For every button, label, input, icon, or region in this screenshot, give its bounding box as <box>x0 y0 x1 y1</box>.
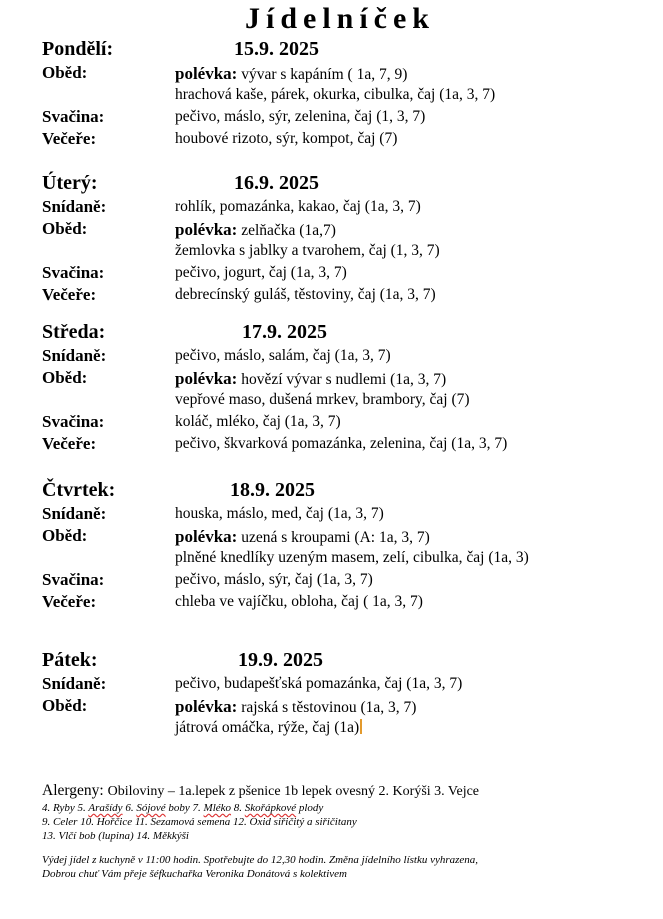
meal-text: žemlovka s jablky a tvarohem, čaj (1, 3, 7) <box>175 242 440 259</box>
meal-row <box>42 525 642 547</box>
meal-text: hrachová kaše, párek, okurka, cibulka, čaj (1a, 3, 7) <box>175 86 496 103</box>
soup-prefix: polévka: <box>175 697 238 716</box>
day-header <box>42 649 642 673</box>
allergen-text: 4. Ryby 5. <box>42 802 89 814</box>
meal-value <box>175 527 430 547</box>
meal-label: Svačina: <box>42 412 105 431</box>
allergen-line-4: 13. Vlčí bob (lupina) 14. Měkkýši <box>42 830 189 842</box>
day-date: 15.9. 2025 <box>234 38 319 60</box>
allergen-spellcheck-word: Mléko <box>203 802 232 814</box>
meal-row <box>42 591 642 613</box>
meal-value <box>175 505 384 523</box>
meal-row <box>42 345 642 367</box>
soup-prefix: polévka: <box>175 64 238 83</box>
meal-text: debrecínský guláš, těstoviny, čaj (1a, 3, 7) <box>175 286 436 303</box>
soup-prefix: polévka: <box>175 527 238 546</box>
day-header <box>42 38 642 62</box>
meal-label: Oběd: <box>42 219 88 238</box>
meal-value <box>175 391 470 409</box>
meal-row <box>42 411 642 433</box>
meal-row <box>42 503 642 525</box>
meal-text: rajská s těstovinou (1a, 3, 7) <box>237 699 417 716</box>
meal-label: Oběd: <box>42 368 88 387</box>
meal-text: koláč, mléko, čaj (1a, 3, 7) <box>175 413 341 430</box>
meal-label: Snídaně: <box>42 504 107 523</box>
meal-row <box>42 106 642 128</box>
meal-text: houska, máslo, med, čaj (1a, 3, 7) <box>175 505 384 522</box>
meal-value <box>175 242 440 260</box>
allergen-text: boby 7. <box>165 802 204 814</box>
meal-value <box>175 130 397 148</box>
meal-row <box>42 367 642 389</box>
day-block <box>42 479 642 613</box>
meal-value <box>175 697 416 717</box>
allergen-legend <box>42 782 652 843</box>
meal-label: Oběd: <box>42 63 88 82</box>
meal-value <box>175 369 446 389</box>
meal-label: Večeře: <box>42 129 97 148</box>
day-block <box>42 321 642 455</box>
day-date: 19.9. 2025 <box>238 649 323 671</box>
meal-row <box>42 262 642 284</box>
meal-text: hovězí vývar s nudlemi (1a, 3, 7) <box>237 371 447 388</box>
meal-label: Večeře: <box>42 434 97 453</box>
soup-prefix: polévka: <box>175 220 238 239</box>
meal-label: Snídaně: <box>42 197 107 216</box>
meal-text: zelňačka (1a,7) <box>237 222 336 239</box>
meal-value <box>175 198 421 216</box>
meal-row <box>42 128 642 150</box>
meal-text: pečivo, škvarková pomazánka, zelenina, čaj (1a, 3, 7) <box>175 435 508 452</box>
meal-label: Svačina: <box>42 263 105 282</box>
allergen-text: 8. <box>231 802 245 814</box>
meal-label: Večeře: <box>42 285 97 304</box>
meal-text: vepřové maso, dušená mrkev, brambory, čaj (7) <box>175 391 470 408</box>
allergen-spellcheck-word: Sójové <box>136 802 166 814</box>
meal-value <box>175 220 336 240</box>
day-name: Úterý: <box>42 172 98 194</box>
meal-text: uzená s kroupami (A: 1a, 3, 7) <box>237 529 430 546</box>
soup-prefix: polévka: <box>175 369 238 388</box>
meal-row <box>42 569 642 591</box>
meal-row <box>42 695 642 717</box>
meal-text: játrová omáčka, rýže, čaj (1a) <box>175 719 360 736</box>
meal-text: plněné knedlíky uzeným masem, zelí, cibulka, čaj (1a, 3) <box>175 549 529 566</box>
meal-text: rohlík, pomazánka, kakao, čaj (1a, 3, 7) <box>175 198 421 215</box>
meal-label: Oběd: <box>42 696 88 715</box>
meal-row <box>42 433 642 455</box>
allergen-line-3: 9. Celer 10. Hořčice 11. Sezamová semena 12. Oxid siřičitý a siřičitany <box>42 816 357 828</box>
day-header <box>42 321 642 345</box>
allergen-line-2 <box>42 801 652 815</box>
meal-text: pečivo, máslo, salám, čaj (1a, 3, 7) <box>175 347 391 364</box>
meal-value <box>175 571 373 589</box>
meal-label: Snídaně: <box>42 346 107 365</box>
day-block <box>42 172 642 306</box>
day-date: 16.9. 2025 <box>234 172 319 194</box>
meal-row <box>42 673 642 695</box>
allergen-text: plody <box>296 802 324 814</box>
meal-value <box>175 719 362 737</box>
meal-text: pečivo, máslo, sýr, zelenina, čaj (1, 3, 7) <box>175 108 426 125</box>
meal-value <box>175 64 407 84</box>
meal-value <box>175 264 347 282</box>
meal-text: houbové rizoto, sýr, kompot, čaj (7) <box>175 130 398 147</box>
day-block <box>42 649 642 739</box>
day-name: Pátek: <box>42 649 98 671</box>
day-name: Čtvrtek: <box>42 479 116 501</box>
day-date: 18.9. 2025 <box>230 479 315 501</box>
text-cursor <box>360 719 362 734</box>
meal-text: pečivo, máslo, sýr, čaj (1a, 3, 7) <box>175 571 373 588</box>
day-header <box>42 172 642 196</box>
meal-row <box>42 62 642 84</box>
allergen-text: 6. <box>122 802 137 814</box>
meal-value <box>175 549 529 567</box>
meal-text: vývar s kapáním ( 1a, 7, 9) <box>237 66 408 83</box>
meal-label: Večeře: <box>42 592 97 611</box>
meal-row <box>42 717 642 739</box>
day-name: Pondělí: <box>42 38 114 60</box>
meal-label: Snídaně: <box>42 674 107 693</box>
allergen-line-1-text: Obiloviny – 1a.lepek z pšenice 1b lepek ovesný 2. Korýši 3. Vejce <box>107 784 480 799</box>
meal-value <box>175 286 436 304</box>
allergen-spellcheck-word: Arašídy <box>88 802 123 814</box>
meal-label: Svačina: <box>42 107 105 126</box>
allergen-heading: Alergeny: <box>42 782 108 799</box>
meal-label: Oběd: <box>42 526 88 545</box>
meal-value <box>175 675 462 693</box>
meal-row <box>42 284 642 306</box>
meal-text: chleba ve vajíčku, obloha, čaj ( 1a, 3, 7) <box>175 593 423 610</box>
service-notice <box>42 853 652 881</box>
meal-text: pečivo, budapešťská pomazánka, čaj (1a, 3, 7) <box>175 675 463 692</box>
day-block <box>42 38 642 150</box>
allergen-spellcheck-word: Skořápkové <box>244 802 297 814</box>
meal-row <box>42 547 642 569</box>
meal-row <box>42 196 642 218</box>
meal-value <box>175 413 341 431</box>
meal-value <box>175 435 507 453</box>
meal-value <box>175 108 425 126</box>
notice-line-1: Výdej jídel z kuchyně v 11:00 hodin. Spotřebujte do 12,30 hodin. Změna jídelního lístku vyhrazena, <box>42 854 479 866</box>
menu-title: Jídelníček <box>244 2 435 35</box>
meal-value <box>175 347 391 365</box>
meal-row <box>42 240 642 262</box>
notice-line-2: Dobrou chuť Vám přeje šéfkuchařka Veronika Donátová s kolektivem <box>42 868 347 880</box>
day-date: 17.9. 2025 <box>242 321 327 343</box>
meal-row <box>42 84 642 106</box>
allergen-line-1 <box>42 782 652 800</box>
day-name: Středa: <box>42 321 106 343</box>
meal-row <box>42 389 642 411</box>
day-header <box>42 479 642 503</box>
meal-value <box>175 593 423 611</box>
meal-value <box>175 86 495 104</box>
meal-row <box>42 218 642 240</box>
meal-text: pečivo, jogurt, čaj (1a, 3, 7) <box>175 264 347 281</box>
meal-label: Svačina: <box>42 570 105 589</box>
